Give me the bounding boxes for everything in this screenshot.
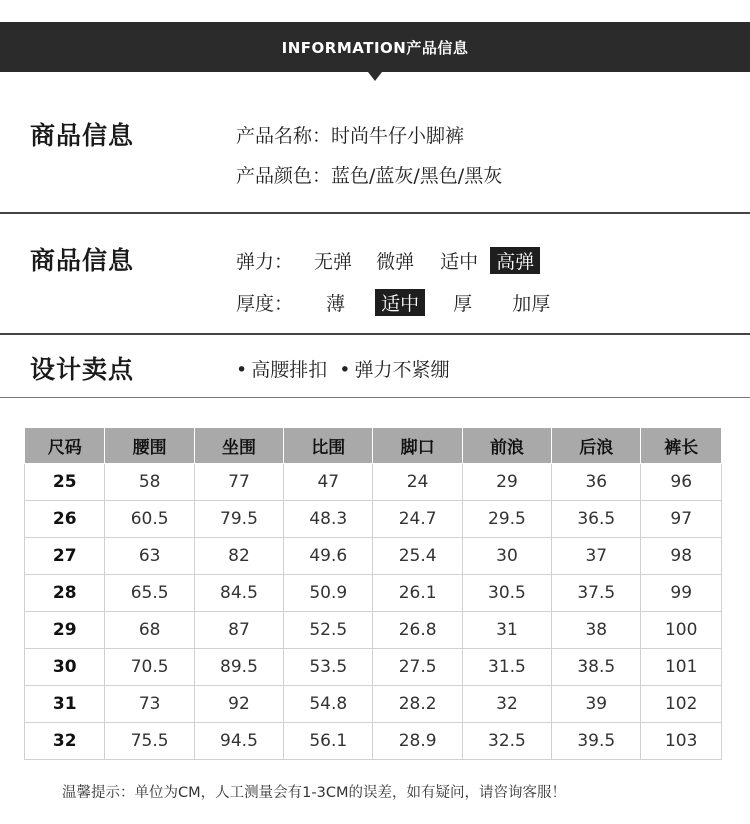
- section-divider: [0, 212, 750, 214]
- measurement-cell: 87: [194, 612, 283, 649]
- elasticity-option-none: 无弹: [314, 251, 353, 273]
- table-row: [25, 538, 722, 575]
- table-row: [25, 686, 722, 723]
- measurement-cell: 31: [462, 612, 551, 649]
- section-divider: [0, 397, 750, 398]
- measurement-cell: 36: [552, 464, 641, 501]
- size-cell: 31: [25, 686, 105, 723]
- header-waist: 腰围: [105, 428, 194, 464]
- table-row: [25, 612, 722, 649]
- measurement-cell: 31.5: [462, 649, 551, 686]
- section-header-bar: [0, 22, 750, 72]
- header-front-rise: 前浪: [462, 428, 551, 464]
- table-row: [25, 575, 722, 612]
- measurement-cell: 24: [373, 464, 462, 501]
- header-length: 裤长: [641, 428, 722, 464]
- measurement-cell: 75.5: [105, 723, 194, 760]
- measurement-cell: 63: [105, 538, 194, 575]
- measurement-cell: 52.5: [284, 612, 373, 649]
- table-row: [25, 723, 722, 760]
- product-color-line: 产品颜色：蓝色/蓝灰/黑色/黑灰: [236, 165, 503, 187]
- measurement-cell: 56.1: [284, 723, 373, 760]
- measurement-cell: 96: [641, 464, 722, 501]
- elasticity-option-slight: 微弹: [376, 251, 415, 273]
- measurement-cell: 73: [105, 686, 194, 723]
- selling-point-item: 弹力不紧绷: [354, 359, 450, 381]
- selling-point-item: 高腰排扣: [251, 359, 328, 381]
- measurement-cell: 58: [105, 464, 194, 501]
- table-row: [25, 649, 722, 686]
- size-table: [24, 427, 722, 760]
- measurement-cell: 28.2: [373, 686, 462, 723]
- thickness-row: [236, 289, 556, 316]
- fabric-info-title: 商品信息: [30, 246, 135, 275]
- measurement-cell: 97: [641, 501, 722, 538]
- measurement-cell: 49.6: [284, 538, 373, 575]
- elasticity-row: [236, 247, 540, 274]
- header-leg-opening: 脚口: [373, 428, 462, 464]
- measurement-cell: 53.5: [284, 649, 373, 686]
- measurement-cell: 82: [194, 538, 283, 575]
- header-title: INFORMATION产品信息: [281, 38, 469, 57]
- header-back-rise: 后浪: [552, 428, 641, 464]
- measurement-cell: 84.5: [194, 575, 283, 612]
- measurement-cell: 29: [462, 464, 551, 501]
- measurement-cell: 38.5: [552, 649, 641, 686]
- measurement-cell: 29.5: [462, 501, 551, 538]
- thickness-option-thin: 薄: [326, 293, 346, 315]
- measurement-cell: 28.9: [373, 723, 462, 760]
- measurement-cell: 98: [641, 538, 722, 575]
- measurement-cell: 24.7: [373, 501, 462, 538]
- elasticity-label: 弹力：: [236, 251, 294, 273]
- thickness-option-thick: 厚: [453, 293, 473, 315]
- measurement-cell: 100: [641, 612, 722, 649]
- size-cell: 30: [25, 649, 105, 686]
- measurement-cell: 94.5: [194, 723, 283, 760]
- measurement-cell: 47: [284, 464, 373, 501]
- measurement-cell: 103: [641, 723, 722, 760]
- measurement-cell: 39.5: [552, 723, 641, 760]
- selling-points-list: • 高腰排扣 • 弹力不紧绷: [236, 359, 450, 381]
- header-size: 尺码: [25, 428, 105, 464]
- size-cell: 28: [25, 575, 105, 612]
- measurement-cell: 32: [462, 686, 551, 723]
- footer-note: 温馨提示：单位为CM，人工测量会有1-3CM的误差，如有疑问，请咨询客服！: [62, 785, 566, 801]
- header-thigh: 比围: [284, 428, 373, 464]
- measurement-cell: 70.5: [105, 649, 194, 686]
- size-cell: 27: [25, 538, 105, 575]
- product-info-title: 商品信息: [30, 121, 135, 150]
- measurement-cell: 54.8: [284, 686, 373, 723]
- measurement-cell: 30.5: [462, 575, 551, 612]
- size-cell: 32: [25, 723, 105, 760]
- size-cell: 25: [25, 464, 105, 501]
- header-notch-arrow: [368, 72, 382, 81]
- product-name-line: 产品名称：时尚牛仔小脚裤: [236, 125, 465, 147]
- table-header-row: [25, 428, 722, 464]
- thickness-label: 厚度：: [236, 293, 294, 315]
- elasticity-option-high: 高弹: [490, 247, 540, 274]
- header-hip: 坐围: [194, 428, 283, 464]
- table-row: [25, 464, 722, 501]
- table-row: [25, 501, 722, 538]
- measurement-cell: 48.3: [284, 501, 373, 538]
- measurement-cell: 39: [552, 686, 641, 723]
- measurement-cell: 26.8: [373, 612, 462, 649]
- thickness-option-medium: 适中: [375, 289, 425, 316]
- measurement-cell: 77: [194, 464, 283, 501]
- measurement-cell: 102: [641, 686, 722, 723]
- selling-points-title: 设计卖点: [30, 355, 135, 384]
- measurement-cell: 25.4: [373, 538, 462, 575]
- measurement-cell: 99: [641, 575, 722, 612]
- measurement-cell: 36.5: [552, 501, 641, 538]
- measurement-cell: 37.5: [552, 575, 641, 612]
- elasticity-option-medium: 适中: [440, 251, 479, 273]
- measurement-cell: 32.5: [462, 723, 551, 760]
- size-cell: 29: [25, 612, 105, 649]
- measurement-cell: 60.5: [105, 501, 194, 538]
- measurement-cell: 50.9: [284, 575, 373, 612]
- section-divider: [0, 333, 750, 335]
- measurement-cell: 38: [552, 612, 641, 649]
- measurement-cell: 27.5: [373, 649, 462, 686]
- size-cell: 26: [25, 501, 105, 538]
- measurement-cell: 37: [552, 538, 641, 575]
- measurement-cell: 68: [105, 612, 194, 649]
- measurement-cell: 26.1: [373, 575, 462, 612]
- measurement-cell: 101: [641, 649, 722, 686]
- measurement-cell: 89.5: [194, 649, 283, 686]
- measurement-cell: 92: [194, 686, 283, 723]
- thickness-option-extra-thick: 加厚: [512, 293, 551, 315]
- measurement-cell: 30: [462, 538, 551, 575]
- measurement-cell: 65.5: [105, 575, 194, 612]
- measurement-cell: 79.5: [194, 501, 283, 538]
